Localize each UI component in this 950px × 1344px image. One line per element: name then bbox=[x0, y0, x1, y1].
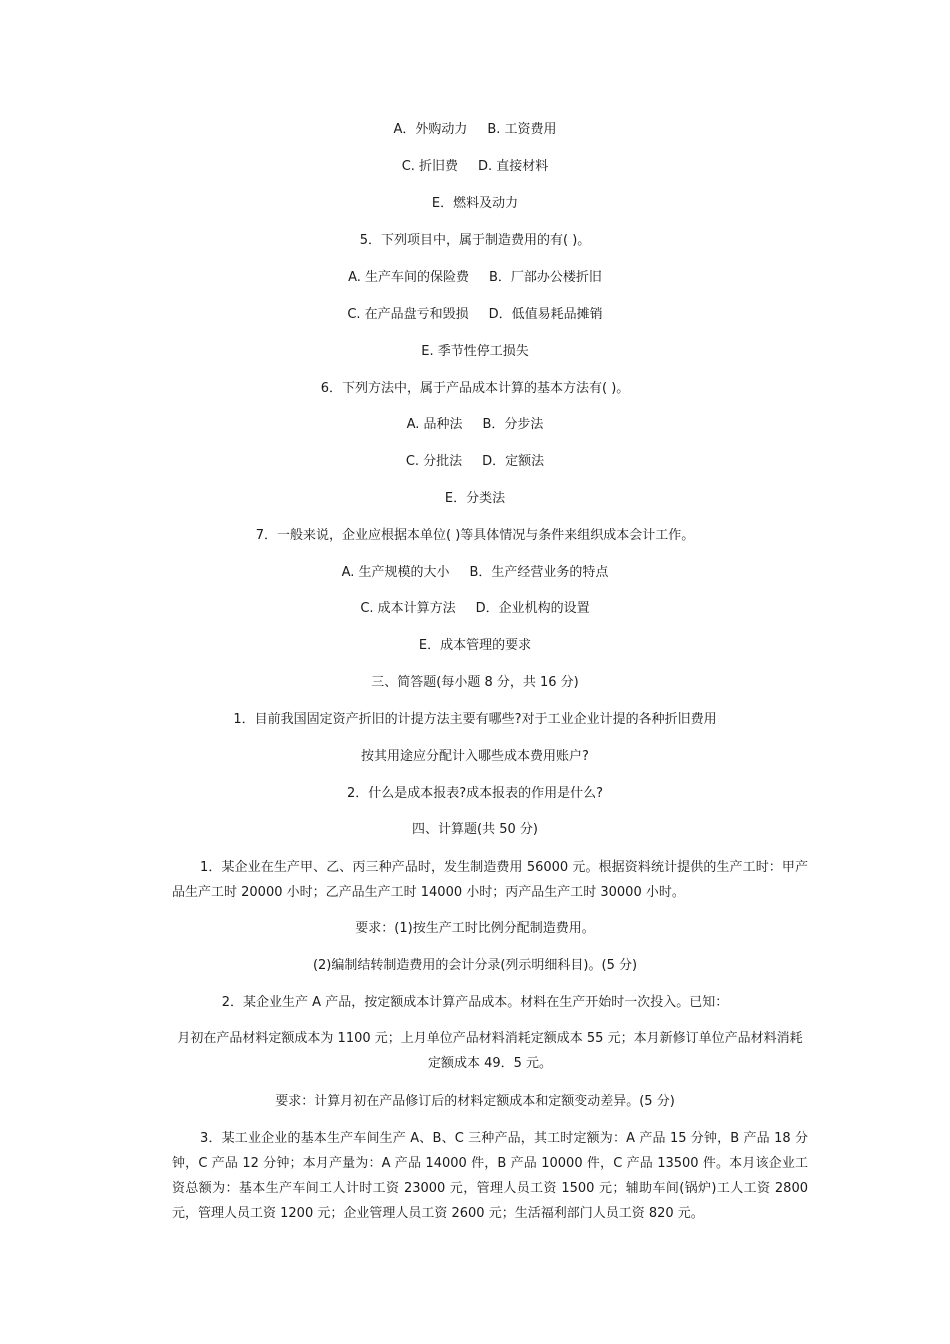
q7-stem: 7．一般来说，企业应根据本单位( )等具体情况与条件来组织成本会计工作。 bbox=[255, 528, 695, 543]
section4-problem3: 3．某工业企业的基本生产车间生产 A、B、C 三种产品，其工时定额为：A 产品 15 分钟，B 产品 18 分钟，C 产品 12 分钟；本月产量为：A 产品 14000 件，B 产品 10000 件，C 产品 13500 件。本月该企业工资总额为：基本生产车间工人计时工资 23000 元，管理人员工资 1500 元；辅助车间(锅炉)工人工资 2800 元，管理人员工资 1200 元；企业管理人员工资 2600 元；生活福利部门人员工资 820 元。 bbox=[172, 1131, 808, 1221]
q5-option-a: A. 生产车间的保险费 bbox=[348, 270, 469, 285]
q7-option-b: B．生产经营业务的特点 bbox=[469, 565, 609, 580]
q5-option-d: D．低值易耗品摊销 bbox=[488, 307, 603, 322]
section4-heading: 四、计算题(共 50 分) bbox=[412, 822, 538, 837]
q6-option-c: C. 分批法 bbox=[405, 454, 463, 469]
q6-option-e: E．分类法 bbox=[444, 491, 506, 506]
section3-q1-line1: 1．目前我国固定资产折旧的计提方法主要有哪些?对于工业企业计提的各种折旧费用 bbox=[233, 712, 717, 727]
q5-option-c: C. 在产品盘亏和毁损 bbox=[347, 307, 469, 322]
q4-option-d: D. 直接材料 bbox=[478, 159, 549, 174]
section4-problem1-req1: 要求：(1)按生产工时比例分配制造费用。 bbox=[355, 921, 595, 936]
q4-option-e: E．燃料及动力 bbox=[431, 196, 519, 211]
q6-option-a: A. 品种法 bbox=[406, 417, 463, 432]
section3-q1-line2: 按其用途应分配计入哪些成本费用账户? bbox=[361, 749, 589, 764]
q4-option-a: A．外购动力 bbox=[393, 122, 468, 137]
section4-problem1-req2: (2)编制结转制造费用的会计分录(列示明细科目)。(5 分) bbox=[312, 958, 638, 973]
section4-problem2-body: 月初在产品材料定额成本为 1100 元；上月单位产品材料消耗定额成本 55 元；本月新修订单位产品材料消耗定额成本 49．5 元。 bbox=[177, 1031, 803, 1071]
q7-option-a: A. 生产规模的大小 bbox=[341, 565, 450, 580]
q5-options-cd bbox=[0, 306, 950, 324]
q5-options-ab bbox=[0, 269, 950, 287]
q7-options-cd bbox=[0, 600, 950, 618]
section4-problem1: 1．某企业在生产甲、乙、丙三种产品时，发生制造费用 56000 元。根据资料统计提供的生产工时：甲产品生产工时 20000 小时；乙产品生产工时 14000 小时；丙产品生产工时 30000 小时。 bbox=[172, 860, 808, 900]
q4-options-ab bbox=[0, 121, 950, 139]
section4-problem2-line1: 2．某企业生产 A 产品，按定额成本计算产品成本。材料在生产开始时一次投入。已知： bbox=[221, 995, 729, 1010]
q5-stem: 5．下列项目中，属于制造费用的有( )。 bbox=[359, 233, 591, 248]
q7-options-ab bbox=[0, 564, 950, 582]
q6-option-b: B．分步法 bbox=[482, 417, 544, 432]
q7-option-d: D．企业机构的设置 bbox=[475, 601, 590, 616]
q4-options-cd bbox=[0, 158, 950, 176]
q4-option-b: B. 工资费用 bbox=[487, 122, 557, 137]
q5-option-e: E. 季节性停工损失 bbox=[421, 344, 529, 359]
q6-option-d: D．定额法 bbox=[482, 454, 545, 469]
q6-options-ab bbox=[0, 416, 950, 434]
q7-option-c: C. 成本计算方法 bbox=[360, 601, 456, 616]
q5-option-b: B．厂部办公楼折旧 bbox=[489, 270, 602, 285]
section4-problem2-req: 要求：计算月初在产品修订后的材料定额成本和定额变动差异。(5 分) bbox=[275, 1094, 675, 1109]
section3-heading: 三、简答题(每小题 8 分，共 16 分) bbox=[371, 675, 579, 690]
q4-option-c: C. 折旧费 bbox=[401, 159, 459, 174]
section3-q2: 2．什么是成本报表?成本报表的作用是什么? bbox=[346, 786, 604, 801]
q6-stem: 6．下列方法中，属于产品成本计算的基本方法有( )。 bbox=[320, 381, 630, 396]
q6-options-cd bbox=[0, 453, 950, 471]
q7-option-e: E．成本管理的要求 bbox=[418, 638, 532, 653]
